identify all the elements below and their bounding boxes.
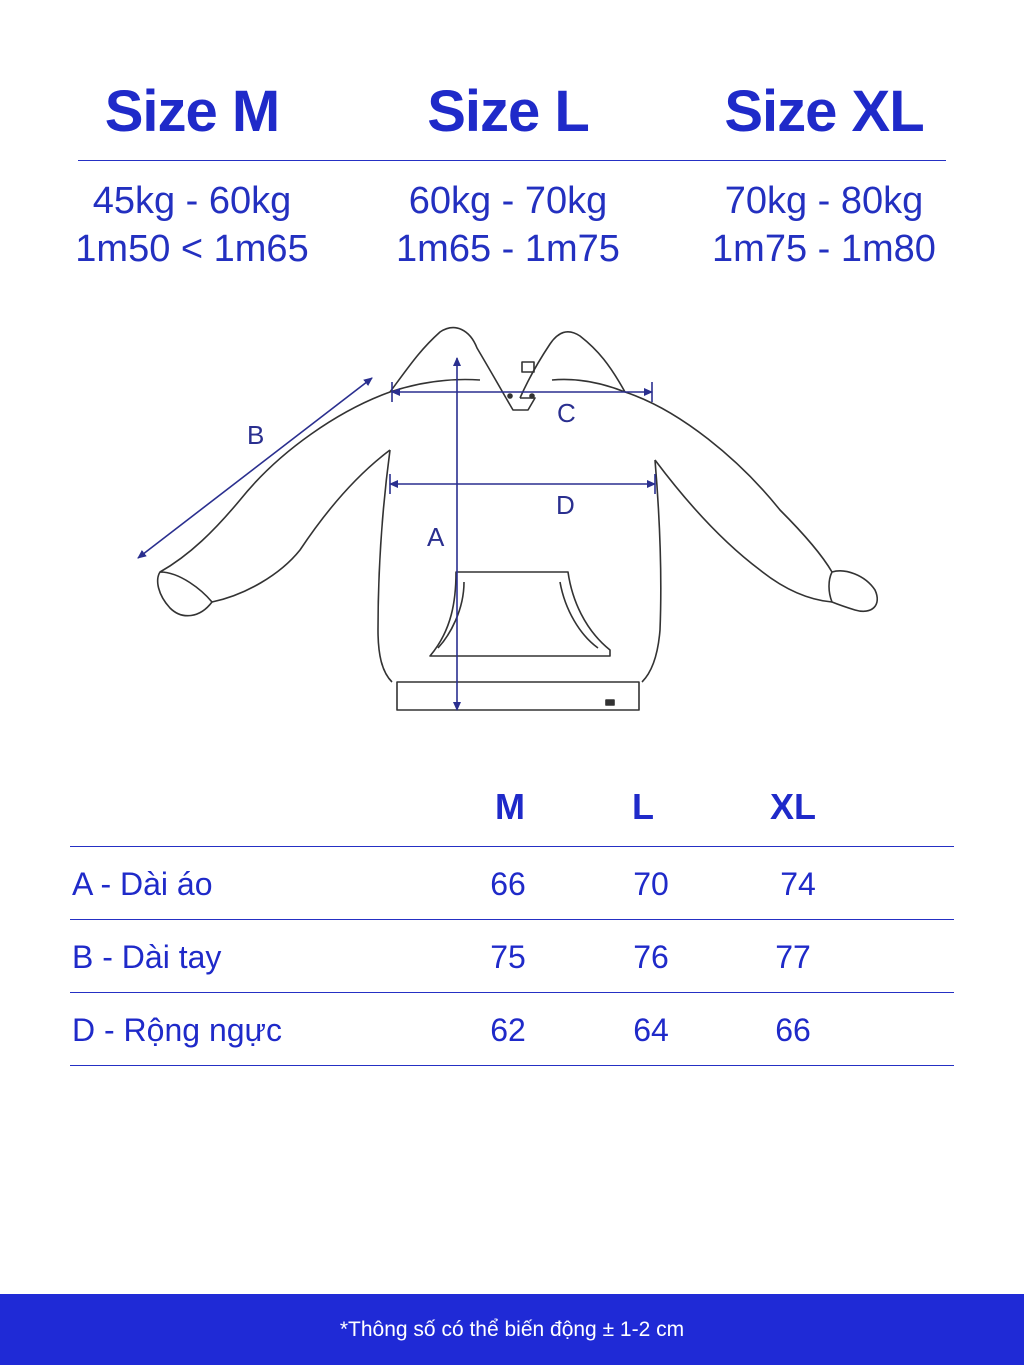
- cell-d-m: 62: [490, 1012, 526, 1048]
- size-m-title: Size M: [104, 79, 280, 144]
- spec-divider: [70, 992, 954, 993]
- cell-b-l: 76: [633, 939, 669, 975]
- cell-a-l: 70: [633, 866, 669, 902]
- cell-a-m: 66: [490, 866, 526, 902]
- spec-col-m: M: [495, 786, 525, 827]
- cell-b-m: 75: [490, 939, 526, 975]
- row-label-a: A - Dài áo: [72, 866, 213, 902]
- label-a: A: [427, 522, 445, 552]
- size-l-title: Size L: [427, 79, 589, 144]
- label-b: B: [247, 420, 265, 450]
- table-row: [70, 994, 954, 1066]
- row-label-b: B - Dài tay: [72, 939, 222, 975]
- row-label-d: D - Rộng ngực: [72, 1012, 282, 1048]
- spec-col-xl: XL: [769, 786, 816, 827]
- size-xl-height: 1m75 - 1m80: [712, 228, 936, 270]
- label-c: C: [557, 398, 576, 428]
- measurement-labels: [247, 398, 576, 552]
- cell-d-l: 64: [633, 1012, 669, 1048]
- table-row: [70, 848, 954, 920]
- spec-divider: [70, 919, 954, 920]
- spec-divider: [70, 846, 954, 847]
- size-xl-title: Size XL: [724, 79, 924, 144]
- hoodie-drawing: [120, 310, 900, 730]
- hoodie-measurement-diagram: [120, 310, 900, 730]
- table-row: [70, 921, 954, 993]
- cell-b-xl: 77: [775, 939, 811, 975]
- hoodie-outline: [158, 328, 878, 710]
- cell-a-xl: 74: [780, 866, 816, 902]
- footer-note: *Thông số có thể biến động ± 1-2 cm: [339, 1317, 685, 1341]
- size-xl-weight: 70kg - 80kg: [724, 180, 924, 222]
- spec-divider: [70, 1065, 954, 1066]
- footer-banner: [0, 1294, 1024, 1365]
- label-d: D: [556, 490, 575, 520]
- size-m-height: 1m50 < 1m65: [75, 228, 309, 270]
- cell-d-xl: 66: [775, 1012, 811, 1048]
- measurement-lines: [138, 358, 655, 710]
- header-divider: [78, 160, 946, 161]
- size-m-weight: 45kg - 60kg: [92, 180, 292, 222]
- size-l-weight: 60kg - 70kg: [408, 180, 608, 222]
- measure-b-line: [138, 378, 372, 558]
- spec-col-l: L: [632, 786, 654, 827]
- size-l-height: 1m65 - 1m75: [396, 228, 620, 270]
